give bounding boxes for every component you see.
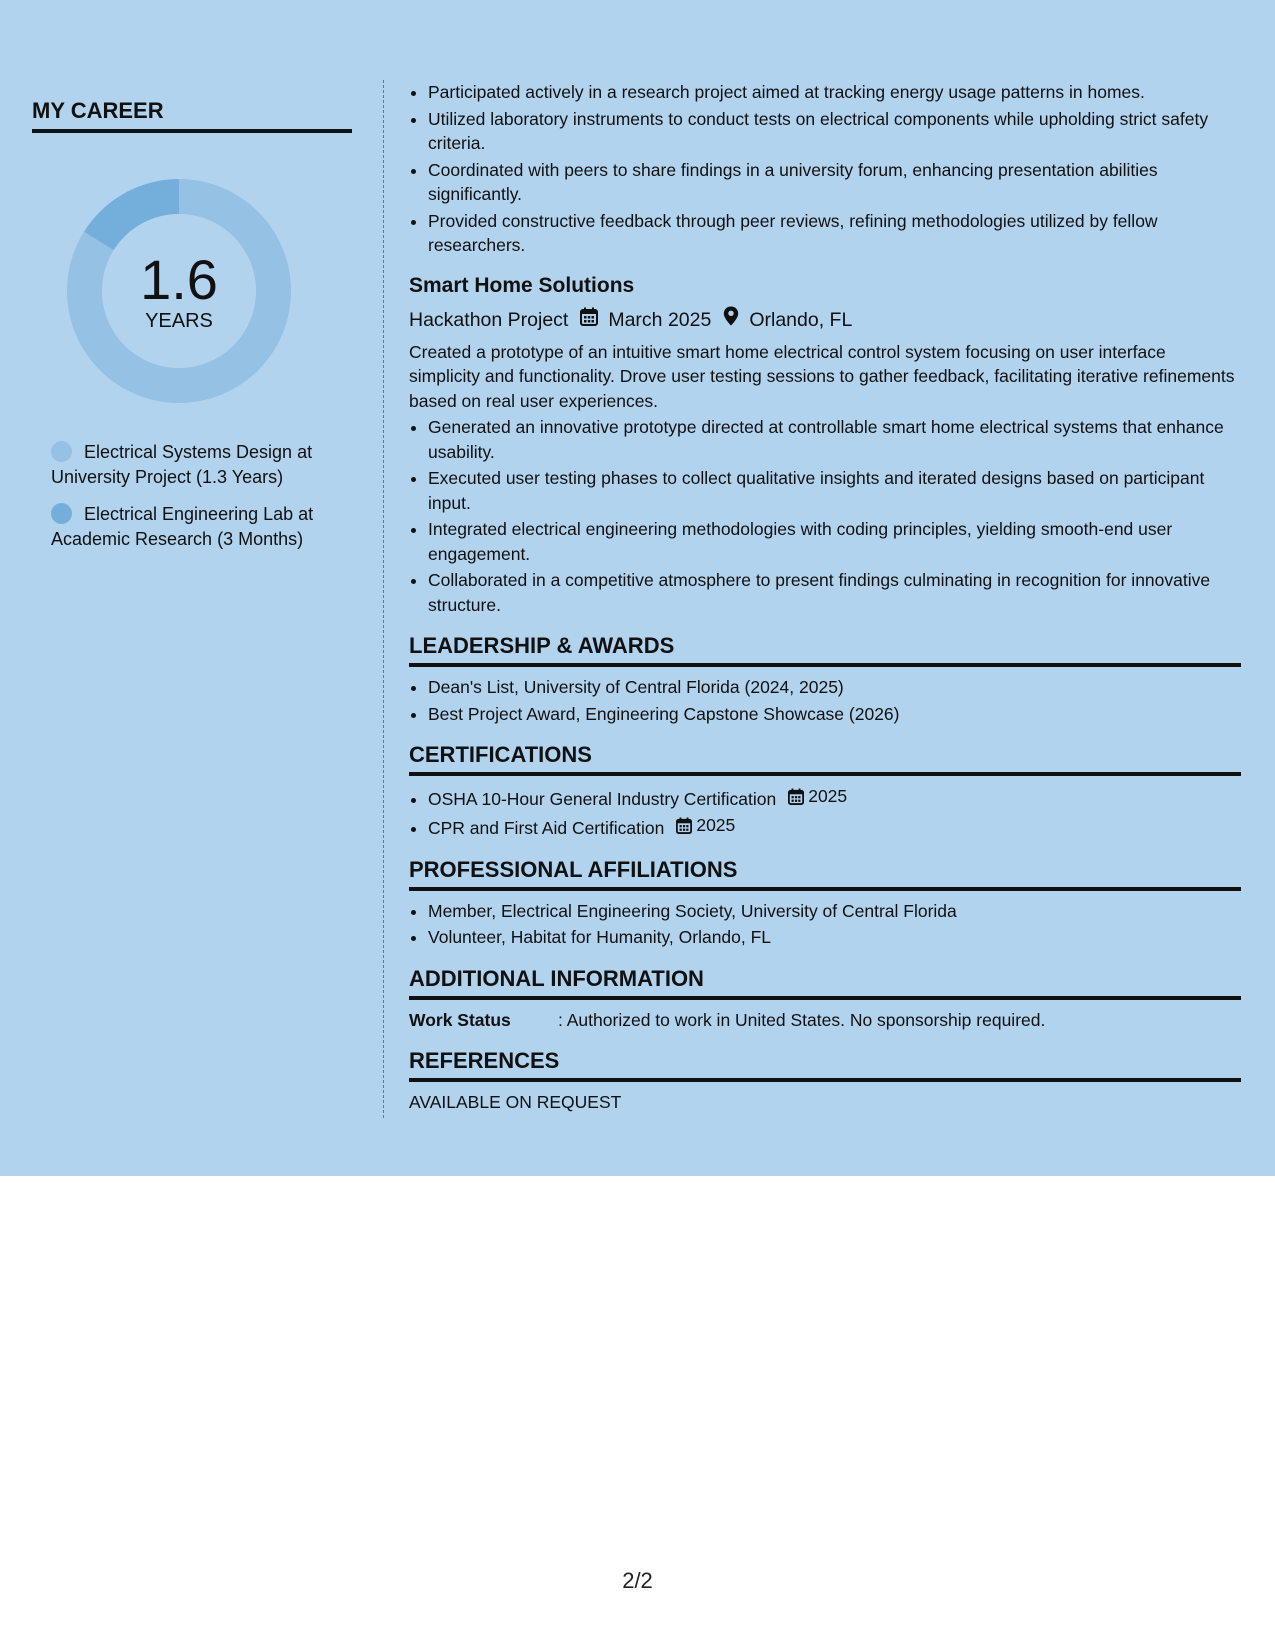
legend-item [51,502,341,552]
list-item: • Utilized laboratory instruments to conduct tests on electrical components while upholding strict safety criteria. [428,107,1241,156]
calendar-icon [788,788,804,805]
references-heading: REFERENCES [409,1046,1241,1082]
project-date: March 2025 [608,308,712,331]
legend-item [51,440,341,490]
list-item: • Dean's List, University of Central Florida (2024, 2025) [428,675,1241,700]
certifications-heading: CERTIFICATIONS [409,740,1241,776]
project-meta [409,306,1241,334]
additional-info-heading: ADDITIONAL INFORMATION [409,964,1241,1000]
list-item: • Participated actively in a research project aimed at tracking energy usage patterns in homes. [428,80,1241,105]
certification-year: 2025 [788,784,847,809]
career-title: MY CAREER [32,96,352,133]
project-org: Hackathon Project [409,308,569,331]
list-item: • Integrated electrical engineering methodologies with coding principles, yielding smooth-end user engagement. [428,517,1241,566]
career-total-value: 1.6 [140,248,218,311]
career-sidebar [32,96,352,564]
awards-heading: LEADERSHIP & AWARDS [409,631,1241,667]
certification-name: OSHA 10-Hour General Industry Certification [428,788,777,809]
certification-year: 2025 [676,813,735,838]
awards-list [409,675,1241,726]
work-status-row [409,1008,1241,1033]
previous-role-bullets [409,80,1241,258]
list-item [428,784,1241,811]
project-location: Orlando, FL [749,308,853,331]
references-text: AVAILABLE ON REQUEST [409,1092,622,1112]
work-status-value: : Authorized to work in United States. No sponsorship required. [558,1009,1046,1030]
affiliations-list [409,899,1241,950]
career-total-unit: YEARS [145,310,213,332]
affiliations-heading: PROFESSIONAL AFFILIATIONS [409,855,1241,891]
certification-name: CPR and First Aid Certification [428,818,665,838]
work-status-label: Work Status [409,1009,511,1030]
career-donut-chart [66,178,292,404]
list-item: • Member, Electrical Engineering Society, University of Central Florida [428,899,1241,924]
legend-dot [51,441,72,462]
location-pin-icon [723,306,739,334]
list-item: • Best Project Award, Engineering Capstone Showcase (2026) [428,702,1241,727]
legend-label: Electrical Systems Design at University Project (1.3 Years) [51,442,313,487]
list-item: • Volunteer, Habitat for Humanity, Orlando, FL [428,925,1241,950]
project-description: Created a prototype of an intuitive smart home electrical control system focusing on user interface simplicity and functionality. Drove user testing sessions to gather feedback, facilitating iterative refinements based on real user experiences. [409,341,1235,411]
list-item: • Executed user testing phases to collect qualitative insights and iterated designs based on participant input. [428,466,1241,515]
legend-dot [51,503,72,524]
list-item: • Generated an innovative prototype directed at controllable smart home electrical systems that enhance usability. [428,415,1241,464]
calendar-icon [676,817,692,834]
main-content [409,80,1241,1115]
list-item: • Provided constructive feedback through peer reviews, refining methodologies utilized by fellow researchers. [428,209,1241,258]
list-item [428,813,1241,840]
certifications-list [409,784,1241,841]
page-number: 2/2 [622,1568,653,1593]
column-divider [383,80,384,1118]
calendar-icon [580,306,598,334]
list-item: • Coordinated with peers to share findings in a university forum, enhancing presentation abilities significantly. [428,158,1241,207]
legend-label: Electrical Engineering Lab at Academic Research (3 Months) [51,504,314,549]
project-title: Smart Home Solutions [409,273,635,297]
list-item: • Collaborated in a competitive atmosphere to present findings culminating in recognition for innovative structure. [428,568,1241,617]
project-bullets [409,415,1241,617]
career-legend [51,440,341,552]
